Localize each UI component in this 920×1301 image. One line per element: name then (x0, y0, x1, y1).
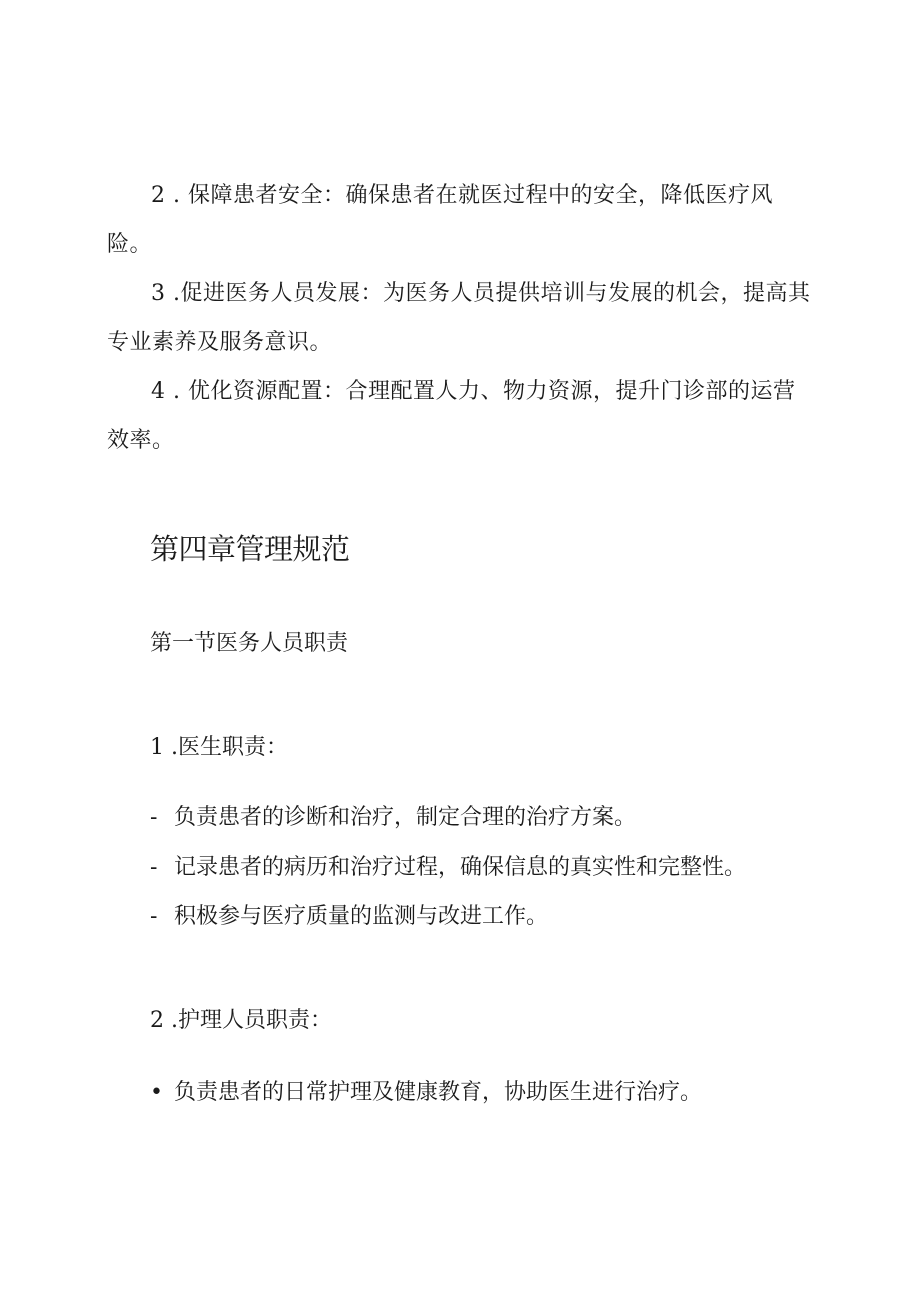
nurse-duty-text: 负责患者的日常护理及健康教育，协助医生进行治疗。 (174, 1080, 703, 1105)
intro-item-4: 4 . 优化资源配置：合理配置人力、物力资源，提升门诊部的运营效率。 (107, 379, 796, 453)
chapter-title: 第四章管理规范 (150, 532, 350, 566)
doctor-duty-item (150, 897, 548, 937)
nurse-duty-item (150, 1073, 702, 1113)
doctor-duty-text: 积极参与医疗质量的监测与改进工作。 (174, 904, 549, 929)
doctor-duty-text: 记录患者的病历和治疗过程，确保信息的真实性和完整性。 (174, 855, 747, 880)
dash-bullet: - (150, 855, 158, 880)
section-title: 第一节医务人员职责 (150, 631, 349, 656)
doctor-duties-heading: 1 .医生职责： (150, 735, 288, 760)
doctor-duty-text: 负责患者的诊断和治疗，制定合理的治疗方案。 (174, 805, 637, 830)
dash-bullet: - (150, 805, 158, 830)
nurse-duties-heading: 2 .护理人员职责： (150, 1008, 332, 1033)
dash-bullet: - (150, 904, 158, 929)
intro-item-2: 2 . 保障患者安全：确保患者在就医过程中的安全，降低医疗风险。 (107, 183, 773, 257)
intro-item-3: 3 .促进医务人员发展：为医务人员提供培训与发展的机会，提高其专业素养及服务意识。 (107, 281, 811, 355)
doctor-duty-item (150, 798, 636, 838)
dot-bullet: • (150, 1080, 163, 1105)
doctor-duty-item (150, 848, 746, 888)
